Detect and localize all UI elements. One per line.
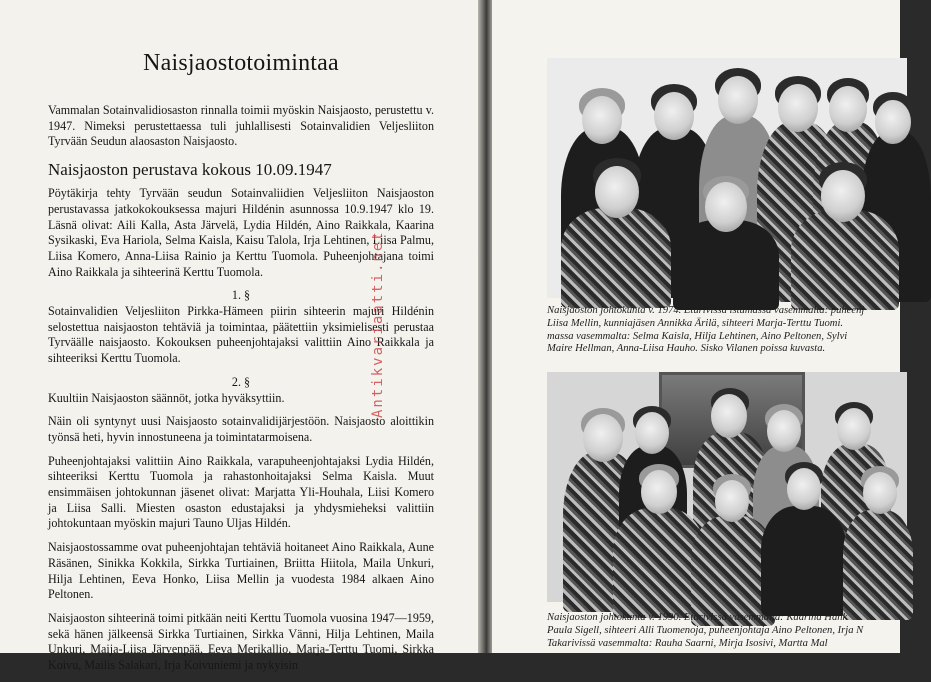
caption-line: Liisa Mellin, kunniajäsen Annikka Ärilä, sihteeri Marja-Terttu Tuomi. — [547, 317, 844, 329]
caption-line: Naisjaoston johtokunta v. 1990. Eturivissä vasemmalta: Kaarina Hank — [547, 612, 848, 623]
minutes-paragraph: Pöytäkirja tehty Tyrvään seudun Sotainvaliidien Veljesliiton Naisjaoston perustavassa jatkokokouksessa majuri Hildénin asunnossa 10.9.1947 klo 19. Läsnä olivat: Aili Kalla, Asta Järvelä, Lydia Hildén, Aino Raikkala, Kaarina Sysikaski, Eva Hariola, Selma Kaisla, Kaisu Talola, Irja Lehtinen, Liisa Palmu, Liisa Komero, Anna-Liisa Rainio ja Kerttu Tuomola. Puheenjohtajana toimi Aino Raikkala ja sihteerinä Kerttu Tuomola. — [48, 186, 434, 279]
caption-line: Maire Hellman, Anna-Liisa Hauho. Sisko Vilanen poissa kuvasta. — [547, 343, 826, 355]
section-1-paragraph: Sotainvalidien Veljesliiton Pirkka-Hämeen piirin sihteerin majuri Hildénin selostettua naisjaoston tehtäviä ja toimintaa, päätettiin yksimielisesti perustaa Tyrväälle naisjaosto. Kokouksen puheenjohtajaksi valittiin Aino Raikkala ja sihteeriksi Kerttu Tuomola. — [48, 304, 434, 366]
caption-line: Paula Sigell, sihteeri Alli Tuomenoja, puheenjohtaja Aino Peltonen, Irja N — [547, 624, 864, 636]
photo-caption-1974 — [547, 305, 907, 356]
board-photo-1974 — [547, 58, 907, 298]
founding-paragraph: Näin oli syntynyt uusi Naisjaosto sotainvalidijärjestöön. Naisjaosto aloittikin työnsä heti, hyvin innostuneena ja toimintatarmoisena. — [48, 414, 434, 444]
page-title: Naisjaostotoimintaa — [143, 50, 339, 76]
chairs-paragraph: Naisjaostossamme ovat puheenjohtajan tehtäviä hoitaneet Aino Raikkala, Aune Räsänen, Sinikka Kokkila, Sirkka Turtiainen, Briitta Hiitola, Maila Unkuri, Hilja Lehtinen, Eeva Honko, Liisa Mellin ja vuodesta 1984 alkaen Aino Peltonen. — [48, 540, 434, 602]
intro-paragraph: Vammalan Sotainvalidiosaston rinnalla toimii myöskin Naisjaosto, perustettu v. 1947. Nimeksi perustettaessa tuli juhlallisesti Sotainvalidien Veljesliiton Tyrvään Seudun alaosaston Naisjaosto. — [48, 103, 434, 149]
right-page — [492, 0, 900, 653]
section-heading: Naisjaoston perustava kokous 10.09.1947 — [48, 160, 332, 180]
board-paragraph: Puheenjohtajaksi valittiin Aino Raikkala, varapuheenjohtajaksi Lydia Hildén, sihteeriksi Kerttu Tuomola ja rahastonhoitajaksi Selma Kaisla. Muut ensimmäisen johtokunnan jäsenet olivat: Marjatta Yli-Houhala, Liisi Komero ja Liisa Salli. Miesten osaston edustajaksi ja yhdysmieheksi valittiin johtokuntaan myöskin majuri Tauno Uljas Hildén. — [48, 453, 434, 531]
watermark-text: Antikvariaatti.net — [370, 230, 386, 418]
section-1-marker: 1. § — [231, 288, 251, 303]
secretaries-paragraph: Naisjaoston sihteerinä toimi pitkään neiti Kerttu Tuomola vuosina 1947—1959, sekä hänen jälkeensä Sirkka Turtiainen, Sirkka Vänni, Hilja Lehtinen, Maila Unkuri, Maija-Liisa Järvenpää, Eeva Merikallio, Marja-Terttu Tuomi, Sirkka Koivu, Mailis Salakari, Irja Koivuniemi ja nykyisin — [48, 610, 434, 673]
photo-caption-1990 — [547, 612, 907, 650]
section-2-marker: 2. § — [231, 374, 251, 389]
caption-line: Naisjaoston johtokunta v. 1974. Eturivissä istumassa vasemmalta: puheenj — [547, 305, 865, 316]
caption-line: Takarivissä vasemmalta: Rauha Saarni, Mirja Isosivi, Martta Mal — [547, 637, 828, 649]
board-photo-1990 — [547, 372, 907, 602]
book-gutter — [478, 0, 492, 653]
section-2-paragraph: Kuultiin Naisjaoston säännöt, jotka hyväksyttiin. — [48, 390, 285, 405]
caption-line: massa vasemmalta: Selma Kaisla, Hilja Lehtinen, Aino Peltonen, Sylvi — [547, 330, 848, 342]
